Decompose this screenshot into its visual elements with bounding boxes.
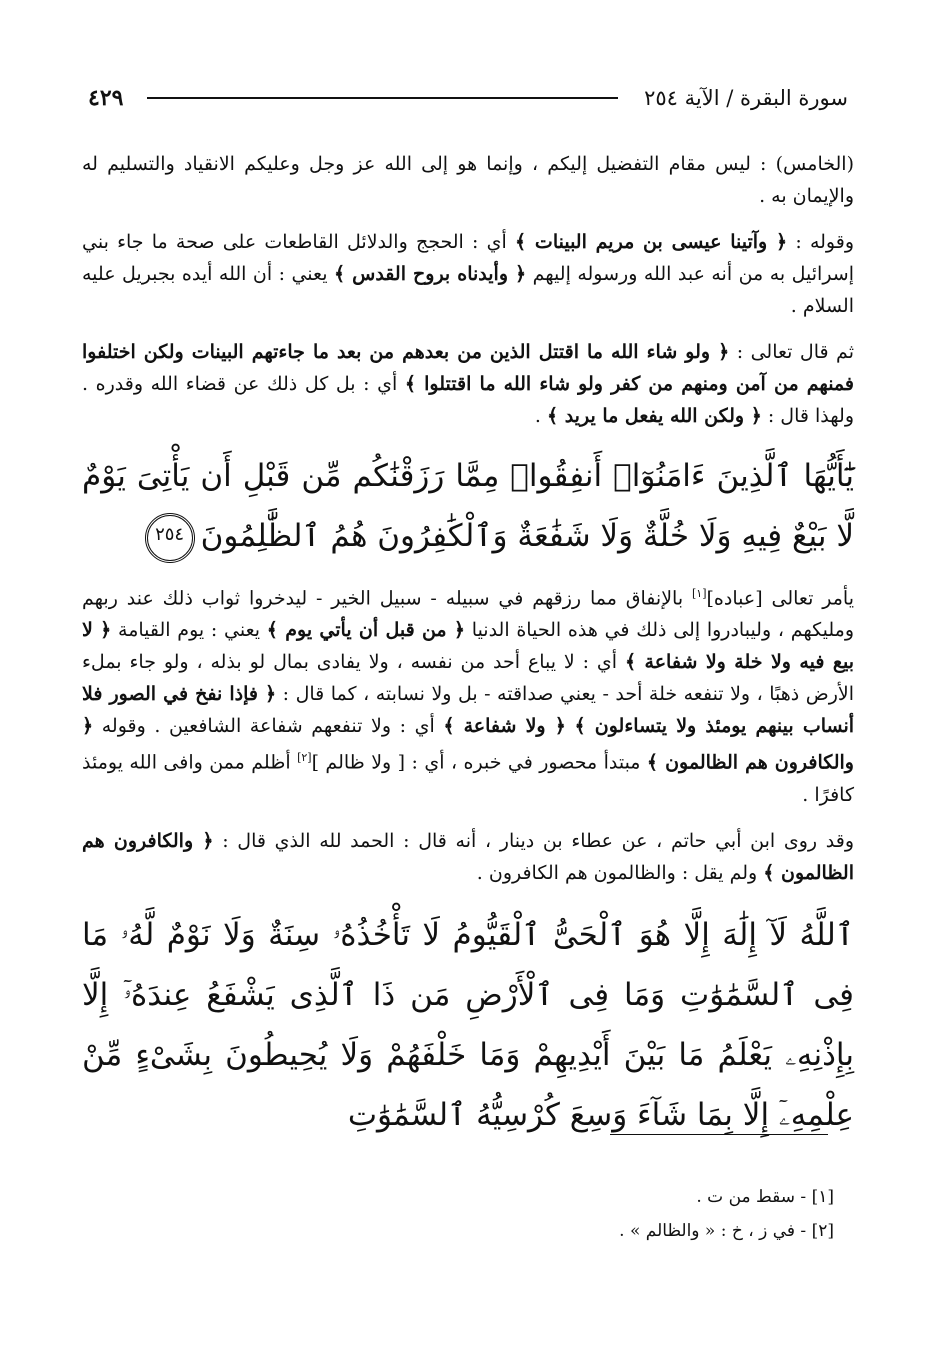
text-span: يعني : يوم القيامة — [111, 619, 267, 642]
text-span: وقد روى ابن أبي حاتم ، عن عطاء بن دينار ، أنه قال : الحمد لله الذي قال : — [213, 829, 854, 852]
footnote-ref: [١] — [692, 587, 707, 600]
paragraph-text: (الخامس) : ليس مقام التفضيل إليكم ، وإنما هو إلى الله عز وجل وعليكم الانقياد والتسليم له والإيمان به . — [82, 153, 854, 207]
quran-quote: ﴿ والكافرون هم الظالمون ﴾ — [82, 715, 854, 774]
paragraph-iqtatal — [82, 336, 854, 432]
text-span: ولم يقل : والظالمون هم الكافرون . — [476, 861, 764, 884]
ayah-number-marker: ٢٥٤ — [145, 513, 195, 563]
quran-quote: ﴿ وأيدناه بروح القدس ﴾ — [333, 263, 527, 285]
text-span: . — [534, 405, 547, 427]
text-span: مبتدأ محصور في خبره ، أي : [ ولا ظالم ] — [311, 751, 647, 774]
footnotes — [400, 1180, 834, 1248]
quran-quote: ﴿ فإذا نفخ في الصور فلا أنساب بينهم يومئذ ولا يتساءلون ﴾ — [82, 683, 855, 738]
page-body — [82, 148, 854, 1157]
text-span — [566, 715, 575, 737]
quran-quote: ﴿ لا بيع فيه ولا خلة ولا شفاعة ﴾ — [82, 619, 854, 674]
quran-quote: ﴿ والكافرون هم الظالمون ﴾ — [82, 829, 854, 884]
verse-text: ٱللَّهُ لَآ إِلَٰهَ إِلَّا هُوَ ٱلْحَىُّ ٱلْقَيُّومُ لَا تَأْخُذُهُۥ سِنَةٌ وَلَا نَوْمٌ لَّهُۥ مَا فِى ٱلسَّمَٰوَٰتِ وَمَا فِى ٱلْأَرْضِ مَن ذَا ٱلَّذِى يَشْفَعُ عِندَهُۥٓ إِلَّا بِإِذْنِهِۦ يَعْلَمُ مَا بَيْنَ أَيْدِيهِمْ وَمَا خَلْفَهُمْ وَلَا يُحِيطُونَ بِشَىْءٍ مِّنْ عِلْمِهِۦٓ إِلَّا بِمَا شَآءَ وَسِعَ كُرْسِيُّهُ ٱلسَّمَٰوَٰتِ — [82, 916, 854, 1133]
footnote-divider — [610, 1134, 828, 1135]
footnote-2: [٢] - في ز ، خ : « والظالم » . — [619, 1221, 834, 1241]
text-span: أي : لا يباع أحد من نفسه ، ولا يفادى بمال لو بذله ، ولو جاء بملء الأرض ذهبًا ، ولا تنفعه خلة أحد - يعني صداقته - بل ولا نسابته ، كما قال : — [82, 651, 855, 706]
text-span: أظلم ممن وافى الله يومئذ كافرًا . — [82, 751, 854, 806]
paragraph-fifth — [82, 148, 854, 212]
verse-254 — [82, 446, 854, 566]
text-span: بالإنفاق مما رزقهم في سبيله - سبيل الخير - ليدخروا ثواب ذلك عند ربهم ومليكهم ، وليبادروا إلى ذلك في هذه الحياة الدنيا — [82, 587, 855, 642]
text-span: أي : ولا تنفعهم شفاعة الشافعين . وقوله — [93, 715, 444, 738]
footnote-ref: [٢] — [297, 751, 312, 765]
text-span: يعني : أن الله أيده بجبريل عليه السلام . — [82, 263, 854, 317]
quran-quote: ﴿ ولا شفاعة ﴾ — [443, 715, 566, 738]
paragraph-infaq — [82, 578, 854, 811]
quran-quote: ﴿ ولو شاء الله ما اقتتل الذين من بعدهم من بعد ما جاءتهم البينات ولكن اختلفوا فمنهم من آمن ومنهم من كفر ولو شاء الله ما اقتتلوا ﴾ — [82, 341, 854, 395]
page-header — [88, 80, 848, 116]
quran-quote: ﴿ وآتينا عيسى بن مريم البينات ﴾ — [515, 231, 788, 253]
quran-quote: ﴿ من قبل أن يأتي يوم ﴾ — [266, 619, 466, 642]
text-span: وقوله : — [787, 231, 855, 253]
verse-text: يَٰٓأَيُّهَا ٱلَّذِينَ ءَامَنُوٓا۟ أَنفِقُوا۟ مِمَّا رَزَقْنَٰكُم مِّن قَبْلِ أَن يَأْتِىَ يَوْمٌ لَّا بَيْعٌ فِيهِ وَلَا خُلَّةٌ وَلَا شَفَٰعَةٌ وَٱلْكَٰفِرُونَ هُمُ ٱلظَّٰلِمُونَ — [82, 458, 854, 554]
paragraph-ata — [82, 825, 854, 889]
surah-title: سورة البقرة / الآية ٢٥٤ — [644, 86, 848, 110]
text-span: يأمر تعالى [عباده] — [706, 587, 854, 610]
text-span: أي : بل كل ذلك عن قضاء الله وقدره . ولهذا قال : — [82, 373, 854, 427]
verse-255 — [82, 905, 854, 1145]
quran-quote: ﴿ ولكن الله يفعل ما يريد ﴾ — [546, 405, 762, 427]
text-span: ثم قال تعالى : — [729, 341, 854, 363]
paragraph-isa — [82, 226, 854, 322]
text-span: أي : الحجج والدلائل القاطعات على صحة ما جاء بني إسرائيل به من أنه عبد الله ورسوله إليهم — [82, 231, 854, 285]
header-rule — [147, 97, 618, 99]
footnote-1: [١] - سقط من ت . — [696, 1187, 834, 1207]
page-number: ٤٢٩ — [88, 85, 124, 111]
